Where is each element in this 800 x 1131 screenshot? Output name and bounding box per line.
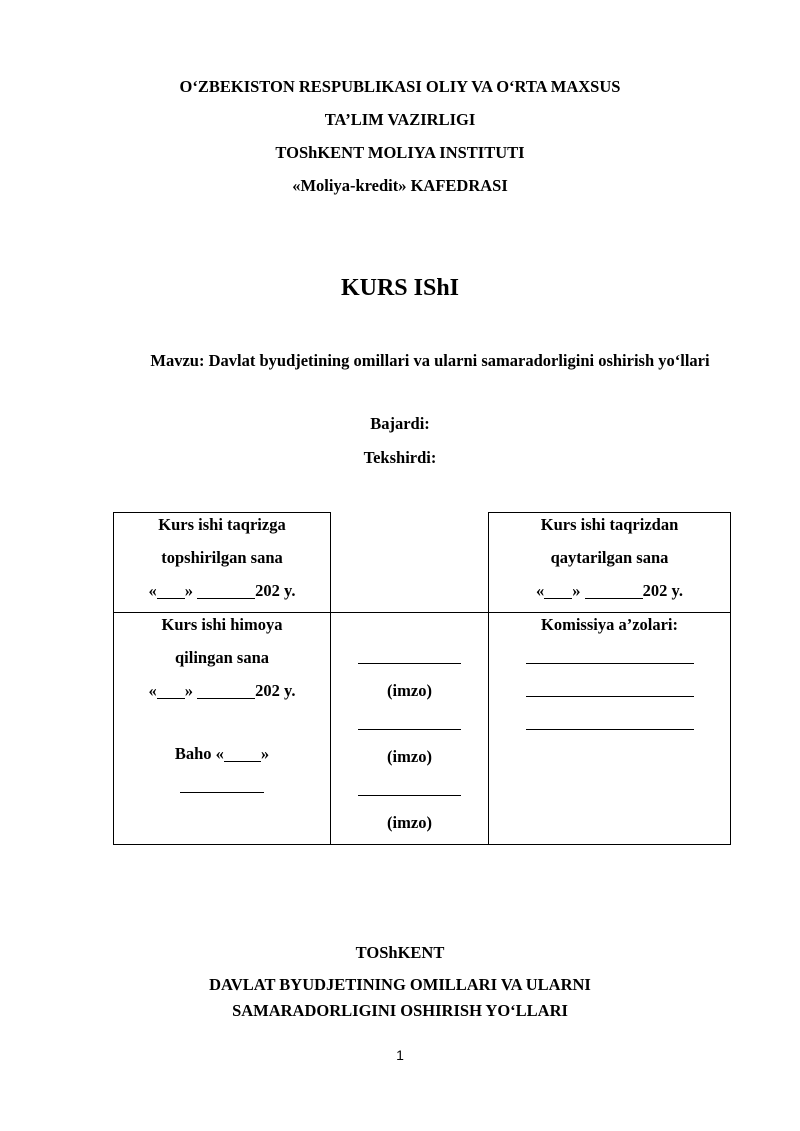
- signature-line: [331, 646, 488, 679]
- submitted-date: « » 202 y.: [148, 581, 296, 600]
- work-title-line-1: DAVLAT BYUDJETINING OMILLARI VA ULARNI: [209, 975, 591, 994]
- theme-block: [120, 348, 740, 374]
- month-blank: [585, 582, 643, 599]
- ministry-line-2: TA’LIM VAZIRLIGI: [324, 110, 476, 129]
- day-blank: [544, 582, 572, 599]
- month-blank: [197, 582, 255, 599]
- commission-member-line: [489, 679, 730, 712]
- defended-date: « » 202 y.: [148, 681, 296, 700]
- theme-text: Davlat byudjetining omillari va ularni samaradorligini oshirish yo‘llari: [208, 351, 710, 370]
- submitted-cell: [114, 513, 331, 613]
- returned-date: « » 202 y.: [536, 581, 683, 600]
- defended-line-1: Kurs ishi himoya: [161, 615, 283, 634]
- signature-line: [331, 778, 488, 811]
- commission-cell: [489, 613, 731, 845]
- theme-label: Mavzu:: [150, 351, 205, 370]
- signature-line: [331, 712, 488, 745]
- returned-cell: [489, 513, 731, 613]
- grade-blank: [224, 745, 261, 762]
- returned-line-1: Kurs ishi taqrizdan: [540, 515, 679, 534]
- defended-line-2: qilingan sana: [174, 648, 269, 667]
- ministry-line-1: O‘ZBEKISTON RESPUBLIKASI OLIY VA O‘RTA MAXSUS: [179, 77, 621, 96]
- document-title: KURS IShI: [340, 275, 460, 301]
- returned-line-2: qaytarilgan sana: [550, 548, 669, 567]
- review-table: [113, 512, 731, 845]
- middle-empty-cell: [331, 513, 489, 613]
- signature-caption: (imzo): [387, 747, 432, 766]
- day-blank: [157, 682, 185, 699]
- commission-member-line: [489, 646, 730, 679]
- table-row: [114, 513, 731, 613]
- month-blank: [197, 682, 255, 699]
- institute-name: TOShKENT MOLIYA INSTITUTI: [275, 143, 525, 162]
- commission-member-line: [489, 712, 730, 745]
- commission-label: Komissiya a’zolari:: [540, 615, 679, 634]
- submitted-line-1: Kurs ishi taqrizga: [158, 515, 286, 534]
- submitted-line-2: topshirilgan sana: [161, 548, 283, 567]
- signature-caption: (imzo): [387, 681, 432, 700]
- defended-cell: [114, 613, 331, 845]
- bajardi-label: Bajardi:: [370, 414, 430, 433]
- grade-signature-line: [114, 775, 330, 808]
- work-title-line-2: SAMARADORLIGINI OSHIRISH YO‘LLARI: [232, 1001, 568, 1020]
- grade-label: Baho «: [174, 744, 224, 763]
- department-name: «Moliya-kredit» KAFEDRASI: [292, 176, 508, 195]
- table-row: [114, 613, 731, 845]
- city-name: TOShKENT: [355, 943, 445, 962]
- grade-line: Baho « »: [174, 744, 270, 763]
- signature-caption: (imzo): [387, 813, 432, 832]
- tekshirdi-label: Tekshirdi:: [363, 448, 437, 467]
- signatures-cell: [331, 613, 489, 845]
- page-number: 1: [396, 1047, 404, 1063]
- day-blank: [157, 582, 185, 599]
